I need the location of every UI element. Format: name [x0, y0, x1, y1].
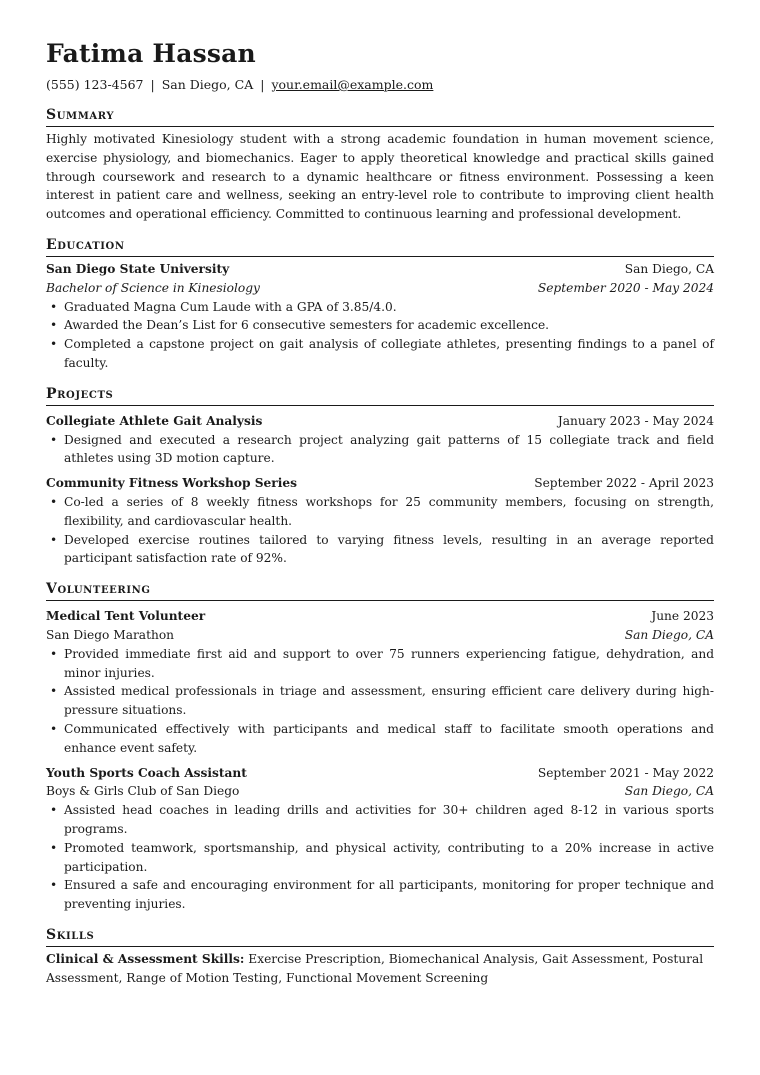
list-item: • Co-led a series of 8 weekly fitness workshops for 25 community members, focusing on strength, flexibility, and cardiovascular health. [46, 493, 714, 531]
list-item: • Completed a capstone project on gait analysis of collegiate athletes, presenting findings to a panel of faculty. [46, 335, 714, 373]
candidate-name: Fatima Hassan [46, 39, 256, 68]
volunteer-org: San Diego Marathon [46, 627, 175, 642]
volunteer-dates: June 2023 [651, 609, 714, 624]
project-entry [46, 412, 714, 468]
list-item: • Promoted teamwork, sportsmanship, and physical activity, contributing to a 20% increase in active participation. [46, 839, 714, 877]
list-item: • Developed exercise routines tailored to varying fitness levels, resulting in an average reported participant satisfaction rate of 92%. [46, 531, 714, 569]
list-item: • Designed and executed a research project analyzing gait patterns of 15 collegiate track and field athletes using 3D motion capture. [46, 431, 714, 469]
list-item: • Graduated Magna Cum Laude with a GPA of 3.85/4.0. [46, 298, 714, 317]
contact-separator: | [150, 77, 155, 92]
volunteer-location: San Diego, CA [624, 627, 714, 642]
list-item: • Assisted head coaches in leading drills and activities for 30+ children aged 8-12 in various sports programs. [46, 801, 714, 839]
volunteer-org-row [46, 626, 714, 645]
volunteer-dates: September 2021 - May 2022 [537, 765, 714, 780]
list-item: • Assisted medical professionals in triage and assessment, ensuring efficient care delivery during high-pressure situations. [46, 682, 714, 720]
contact-separator: | [260, 77, 265, 92]
skills-list: Exercise Prescription, Biomechanical Analysis, Gait Assessment, Postural Assessment, Range of Motion Testing, Functional Movement Screening [46, 951, 704, 985]
volunteer-role: Youth Sports Coach Assistant [46, 765, 247, 780]
education-degree-row [46, 279, 714, 298]
school-location: San Diego, CA [624, 261, 714, 276]
volunteer-entry [46, 764, 714, 914]
skills-label: Clinical & Assessment Skills: [46, 951, 245, 966]
section-title: Education [46, 236, 714, 257]
project-entry [46, 474, 714, 568]
project-name: Community Fitness Workshop Series [46, 476, 297, 491]
project-dates: September 2022 - April 2023 [534, 476, 714, 491]
education-bullets [46, 298, 714, 373]
volunteer-header-row [46, 764, 714, 783]
volunteer-bullets [46, 801, 714, 914]
volunteering-section [46, 580, 714, 914]
email-link[interactable]: your.email@example.com [271, 77, 434, 92]
list-item: • Awarded the Dean’s List for 6 consecutive semesters for academic excellence. [46, 316, 714, 335]
education-header-row [46, 260, 714, 279]
project-header-row [46, 474, 714, 493]
section-title: Volunteering [46, 580, 714, 601]
volunteer-role: Medical Tent Volunteer [46, 609, 206, 624]
section-title: Skills [46, 926, 714, 947]
volunteer-org: Boys & Girls Club of San Diego [46, 784, 240, 799]
volunteer-org-row [46, 782, 714, 801]
resume-header [46, 38, 714, 94]
project-bullets [46, 493, 714, 568]
project-bullets [46, 431, 714, 469]
skills-section [46, 926, 714, 988]
volunteer-bullets [46, 645, 714, 758]
list-item: • Provided immediate first aid and support to over 75 runners experiencing fatigue, dehydration, and minor injuries. [46, 645, 714, 683]
project-dates: January 2023 - May 2024 [557, 413, 714, 428]
school-name: San Diego State University [46, 261, 230, 276]
contact-line [46, 76, 714, 94]
section-title: Projects [46, 385, 714, 406]
location: San Diego, CA [161, 77, 254, 92]
phone-number: (555) 123-4567 [46, 77, 144, 92]
summary-section [46, 106, 714, 224]
list-item: • Communicated effectively with participants and medical staff to facilitate smooth operations and enhance event safety. [46, 720, 714, 758]
volunteer-location: San Diego, CA [624, 784, 714, 799]
degree-name: Bachelor of Science in Kinesiology [46, 280, 260, 295]
projects-section [46, 385, 714, 568]
section-title: Summary [46, 106, 714, 127]
project-name: Collegiate Athlete Gait Analysis [46, 413, 263, 428]
education-section [46, 236, 714, 373]
list-item: • Ensured a safe and encouraging environment for all participants, monitoring for proper technique and preventing injuries. [46, 876, 714, 914]
volunteer-entry [46, 607, 714, 757]
project-header-row [46, 412, 714, 431]
skills-line [46, 950, 714, 988]
education-dates: September 2020 - May 2024 [537, 280, 714, 295]
summary-text: Highly motivated Kinesiology student with a strong academic foundation in human movement science, exercise physiology, and biomechanics. Eager to apply theoretical knowledge and practical skills gained through coursework and research to a dynamic healthcare or fitness environment. Possessing a keen interest in patient care and wellness, seeking an entry-level role to contribute to improving client health outcomes and operational efficiency. Committed to continuous learning and professional development. [46, 132, 714, 222]
volunteer-header-row [46, 607, 714, 626]
